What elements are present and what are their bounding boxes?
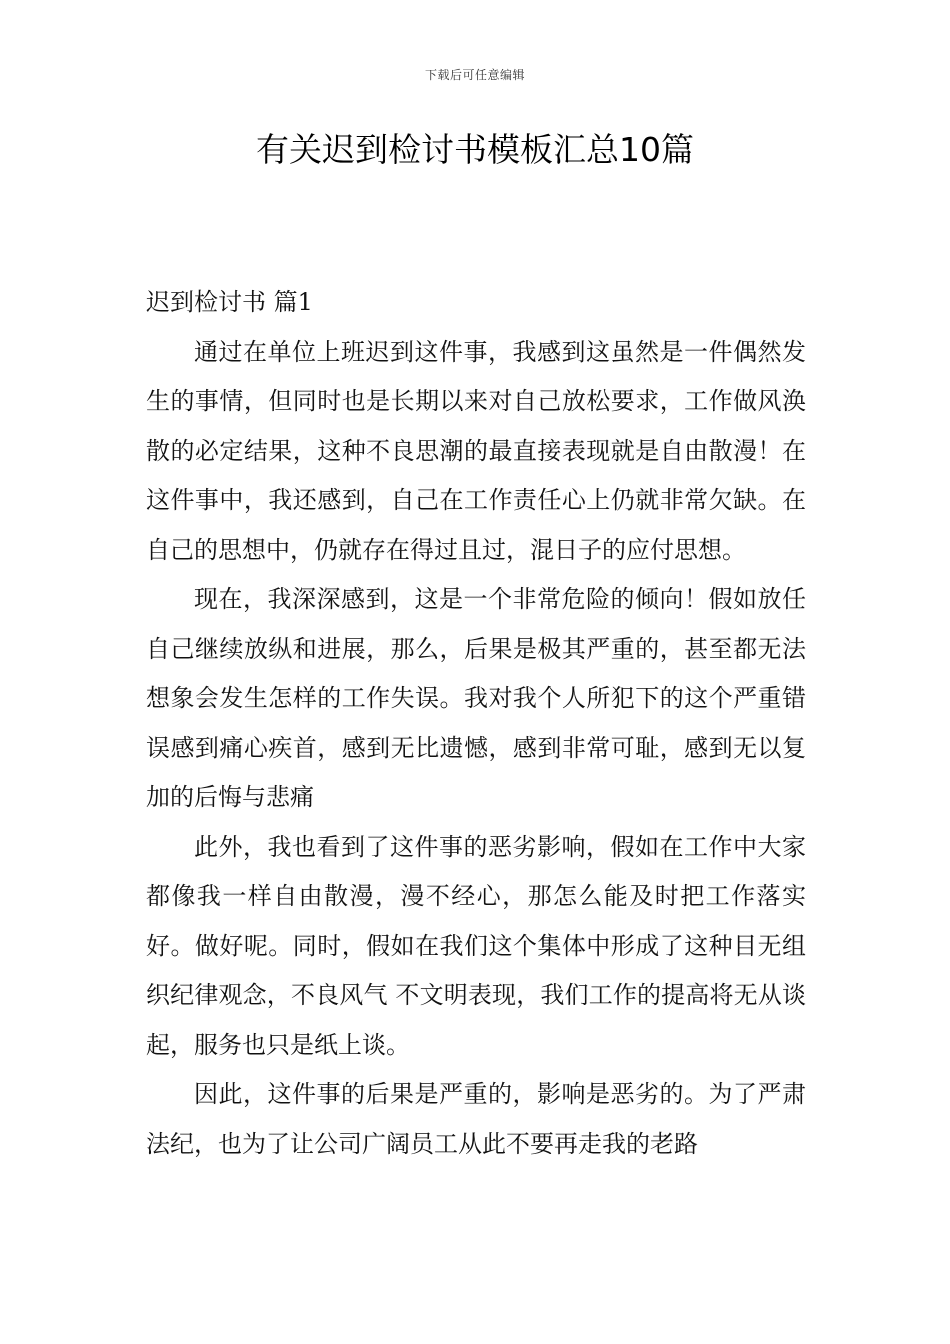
section-heading: 迟到检讨书 篇1: [146, 288, 313, 316]
header-note: 下载后可任意编辑: [424, 68, 525, 82]
document-body: [146, 278, 806, 1169]
paragraph-1: 通过在单位上班迟到这件事，我感到这虽然是一件偶然发生的事情，但同时也是长期以来对自己放松要求，工作做风涣散的必定结果，这种不良思潮的最直接表现就是自由散漫！在这件事中，我还感到，自己在工作责任心上仍就非常欠缺。在自己的思想中，仍就存在得过且过，混日子的应付思想。: [146, 337, 806, 564]
paragraph-2: 现在，我深深感到，这是一个非常危险的倾向！假如放任自己继续放纵和进展，那么，后果是极其严重的，甚至都无法想象会发生怎样的工作失误。我对我个人所犯下的这个严重错误感到痛心疾首，感到无比遗憾，感到非常可耻，感到无以复加的后悔与悲痛: [146, 585, 806, 811]
document-title: 有关迟到检讨书模板汇总10篇: [256, 130, 694, 169]
paragraph-4: 因此，这件事的后果是严重的，影响是恶劣的。为了严肃法纪，也为了让公司广阔员工从此不要再走我的老路: [146, 1080, 806, 1158]
paragraph-3: 此外，我也看到了这件事的恶劣影响，假如在工作中大家都像我一样自由散漫，漫不经心，那怎么能及时把工作落实好。做好呢。同时，假如在我们这个集体中形成了这种目无组织纪律观念，不良风气 不文明表现，我们工作的提高将无从谈起，服务也只是纸上谈。: [146, 832, 806, 1059]
